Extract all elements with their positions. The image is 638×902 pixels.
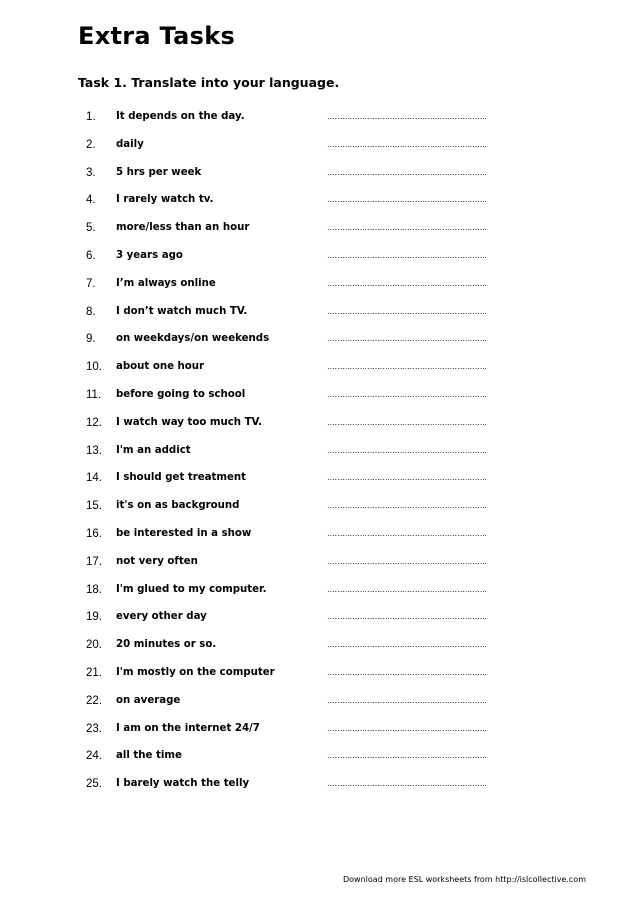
answer-line[interactable]: ………………………………………………………. [327,250,486,260]
item-number: 6. [86,249,96,262]
item-phrase: on weekdays/on weekends [116,333,270,345]
list-item [0,332,638,360]
item-phrase: more/less than an hour [116,222,250,234]
answer-line[interactable]: ………………………………………………………. [327,278,486,288]
footer-note: Download more ESL worksheets from http://islcollective.com [343,875,586,884]
answer-line[interactable]: ………………………………………………………. [327,723,486,733]
item-phrase: daily [116,138,144,150]
answer-line[interactable]: ………………………………………………………. [327,779,486,789]
item-phrase: I rarely watch tv. [116,194,214,206]
item-phrase: I don’t watch much TV. [116,305,248,317]
answer-line[interactable]: ………………………………………………………. [327,195,486,205]
item-phrase: I’m always online [116,277,216,289]
answer-line[interactable]: ………………………………………………………. [327,528,486,538]
item-phrase: I'm glued to my computer. [116,583,267,595]
list-item [0,694,638,722]
answer-line[interactable]: ………………………………………………………. [327,223,486,233]
answer-line[interactable]: ………………………………………………………. [327,445,486,455]
item-number: 24. [86,750,102,763]
item-number: 15. [86,500,102,513]
list-item [0,749,638,777]
item-number: 8. [86,305,96,318]
list-item [0,138,638,166]
item-number: 10. [86,361,102,374]
item-number: 19. [86,611,102,624]
item-number: 18. [86,583,102,596]
list-item [0,360,638,388]
list-item [0,666,638,694]
item-number: 12. [86,416,102,429]
answer-line[interactable]: ………………………………………………………. [327,667,486,677]
answer-line[interactable]: ………………………………………………………. [327,167,486,177]
list-item [0,388,638,416]
answer-line[interactable]: ………………………………………………………. [327,417,486,427]
item-phrase: I'm mostly on the computer [116,666,275,678]
answer-line[interactable]: ………………………………………………………. [327,612,486,622]
list-item [0,305,638,333]
list-item [0,555,638,583]
list-item [0,110,638,138]
list-item [0,249,638,277]
item-phrase: I watch way too much TV. [116,416,263,428]
answer-line[interactable]: ………………………………………………………. [327,362,486,372]
item-phrase: on average [116,694,181,706]
item-number: 17. [86,555,102,568]
item-number: 3. [86,166,96,179]
answer-line[interactable]: ………………………………………………………. [327,306,486,316]
list-item [0,499,638,527]
translation-list [0,110,638,805]
task-heading: Task 1. Translate into your language. [78,75,340,90]
item-number: 1. [86,111,96,123]
list-item [0,610,638,638]
item-phrase: 20 minutes or so. [116,639,217,651]
answer-line[interactable]: ………………………………………………………. [327,695,486,705]
item-phrase: 3 years ago [116,249,183,261]
list-item [0,722,638,750]
item-number: 11. [86,388,102,401]
answer-line[interactable]: ………………………………………………………. [327,556,486,566]
answer-line[interactable]: ………………………………………………………. [327,640,486,650]
item-phrase: I should get treatment [116,472,247,484]
item-number: 9. [86,333,96,346]
item-number: 4. [86,194,96,207]
item-number: 14. [86,472,102,485]
item-phrase: before going to school [116,388,246,400]
list-item [0,193,638,221]
list-item [0,166,638,194]
list-item [0,416,638,444]
item-phrase: it's on as background [116,500,240,512]
item-number: 25. [86,778,102,791]
list-item [0,277,638,305]
item-number: 21. [86,666,102,679]
item-phrase: all the time [116,750,182,762]
list-item [0,444,638,472]
list-item [0,471,638,499]
list-item [0,777,638,805]
list-item [0,221,638,249]
list-item [0,638,638,666]
item-number: 7. [86,277,96,290]
item-phrase: 5 hrs per week [116,166,202,178]
item-number: 16. [86,527,102,540]
answer-line[interactable]: ………………………………………………………. [327,751,486,761]
answer-line[interactable]: ………………………………………………………. [327,501,486,511]
list-item [0,583,638,611]
item-number: 5. [86,222,96,235]
item-phrase: It depends on the day. [116,111,245,122]
item-phrase: every other day [116,611,207,623]
item-phrase: I barely watch the telly [116,778,250,790]
answer-line[interactable]: ………………………………………………………. [327,139,486,149]
item-phrase: I'm an addict [116,444,191,456]
answer-line[interactable]: ………………………………………………………. [327,112,486,121]
item-number: 23. [86,722,102,735]
item-phrase: about one hour [116,361,205,373]
item-phrase: be interested in a show [116,527,252,539]
answer-line[interactable]: ………………………………………………………. [327,584,486,594]
item-number: 13. [86,444,102,457]
item-phrase: not very often [116,555,198,567]
item-number: 22. [86,694,102,707]
answer-line[interactable]: ………………………………………………………. [327,334,486,344]
answer-line[interactable]: ………………………………………………………. [327,389,486,399]
answer-line[interactable]: ………………………………………………………. [327,473,486,483]
item-phrase: I am on the internet 24/7 [116,722,260,734]
item-number: 20. [86,639,102,652]
item-number: 2. [86,138,96,151]
page-title: Extra Tasks [78,22,236,50]
list-item [0,527,638,555]
